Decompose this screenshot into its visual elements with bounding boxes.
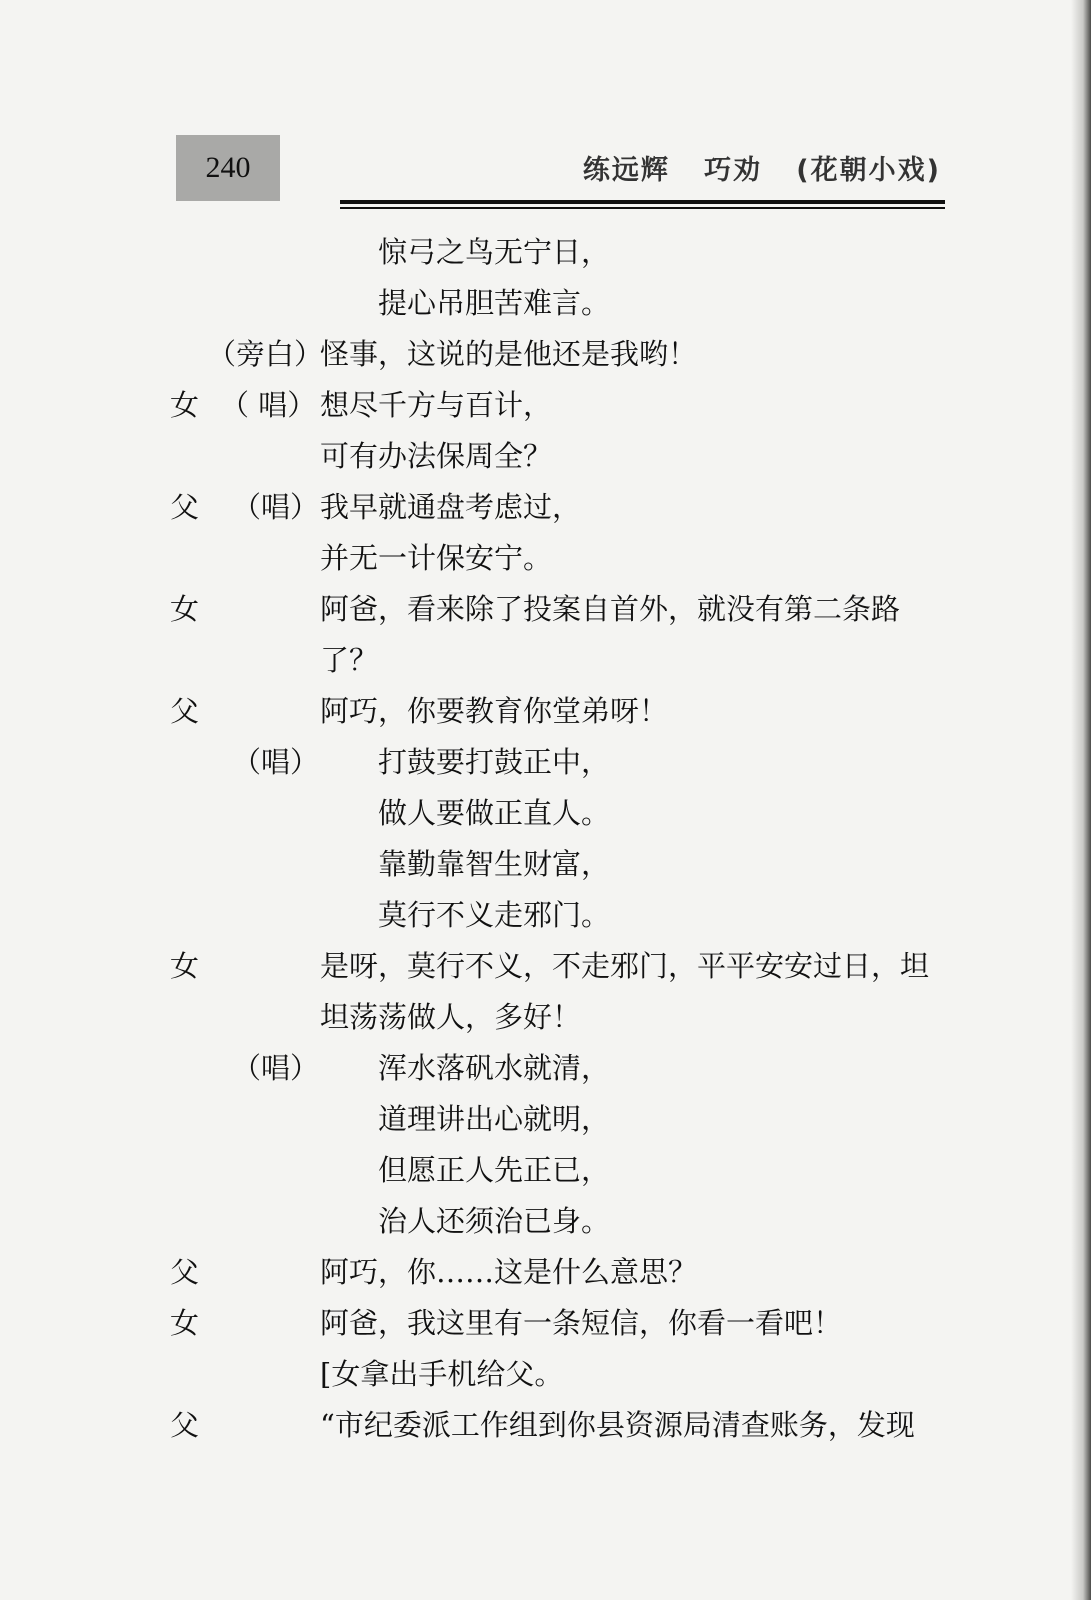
verse-line: 提心吊胆苦难言。 xyxy=(378,286,611,320)
speaker-label: 父 xyxy=(170,1408,200,1442)
speaker-label: 女 xyxy=(170,949,200,983)
verse-line: 治人还须治已身。 xyxy=(378,1204,611,1238)
page-edge-shadow xyxy=(1071,0,1091,1600)
dialogue-line: 阿爸，我这里有一条短信，你看一看吧！ xyxy=(320,1306,843,1340)
speaker-label: 女 xyxy=(170,388,200,422)
speaker-label: 女 xyxy=(170,1306,200,1340)
stage-direction: （唱） xyxy=(232,490,320,524)
dialogue-line: 是呀，莫行不义，不走邪门，平平安安过日，坦 xyxy=(320,949,930,983)
verse-line: 靠勤靠智生财富， xyxy=(378,847,611,881)
header-rule-thick xyxy=(340,200,945,204)
dialogue-line: 阿巧，你……这是什么意思？ xyxy=(320,1255,698,1289)
dialogue-line: 坦荡荡做人，多好！ xyxy=(320,1000,582,1034)
dialogue-line: 阿巧，你要教育你堂弟呀！ xyxy=(320,694,669,728)
stage-direction: （ 唱） xyxy=(220,388,317,422)
dialogue-line: 了？ xyxy=(320,643,379,677)
verse-line: 道理讲出心就明， xyxy=(378,1102,611,1136)
verse-line: 打鼓要打鼓正中， xyxy=(378,745,611,779)
running-header: 练远辉 巧劝 (花朝小戏) xyxy=(582,155,941,186)
speaker-label: 父 xyxy=(170,1255,200,1289)
stage-action: [女拿出手机给父。 xyxy=(320,1357,564,1391)
page-number: 240 xyxy=(176,135,280,201)
speaker-label: 父 xyxy=(170,490,200,524)
dialogue-line: “市纪委派工作组到你县资源局清查账务，发现 xyxy=(320,1408,915,1442)
verse-line: 但愿正人先正已， xyxy=(378,1153,611,1187)
verse-line: 我早就通盘考虑过， xyxy=(320,490,582,524)
verse-line: 莫行不义走邪门。 xyxy=(378,898,611,932)
header-rule-thin xyxy=(340,207,945,209)
stage-direction: （唱） xyxy=(232,745,320,779)
verse-line: 可有办法保周全？ xyxy=(320,439,553,473)
dialogue-line: 阿爸，看来除了投案自首外，就没有第二条路 xyxy=(320,592,901,626)
verse-line: 惊弓之鸟无宁日， xyxy=(378,235,611,269)
speaker-label: 女 xyxy=(170,592,200,626)
verse-line: 想尽千方与百计， xyxy=(320,388,553,422)
dialogue-line: 怪事，这说的是他还是我哟！ xyxy=(320,337,698,371)
stage-direction: （旁白） xyxy=(207,337,324,371)
verse-line: 浑水落矾水就清， xyxy=(378,1051,611,1085)
verse-line: 并无一计保安宁。 xyxy=(320,541,553,575)
stage-direction: （唱） xyxy=(232,1051,320,1085)
verse-line: 做人要做正直人。 xyxy=(378,796,611,830)
speaker-label: 父 xyxy=(170,694,200,728)
